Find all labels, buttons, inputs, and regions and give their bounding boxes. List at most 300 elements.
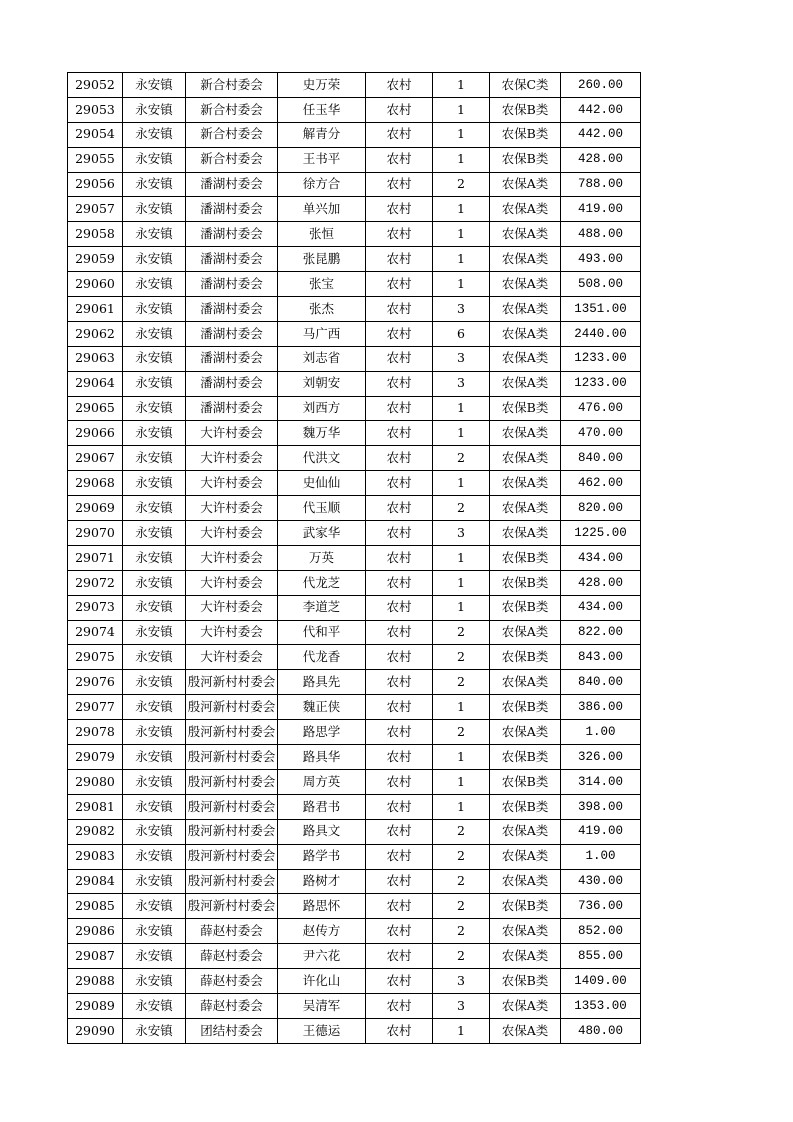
town-cell: 永安镇 bbox=[123, 321, 186, 346]
table-row bbox=[68, 446, 641, 471]
table-row bbox=[68, 421, 641, 446]
insurance-category-cell: 农保A类 bbox=[490, 321, 561, 346]
household-count-cell: 2 bbox=[433, 620, 490, 645]
record-id-cell: 29086 bbox=[68, 919, 123, 944]
person-name-cell: 路君书 bbox=[278, 794, 366, 819]
household-count-cell: 1 bbox=[433, 471, 490, 496]
table-row bbox=[68, 272, 641, 297]
insurance-category-cell: 农保B类 bbox=[490, 396, 561, 421]
insurance-category-cell: 农保A类 bbox=[490, 919, 561, 944]
record-id-cell: 29079 bbox=[68, 745, 123, 770]
record-id-cell: 29080 bbox=[68, 769, 123, 794]
insurance-category-cell: 农保B类 bbox=[490, 570, 561, 595]
village-committee-cell: 薛赵村委会 bbox=[186, 969, 278, 994]
insurance-category-cell: 农保A类 bbox=[490, 471, 561, 496]
table-row bbox=[68, 869, 641, 894]
person-name-cell: 路具文 bbox=[278, 819, 366, 844]
insurance-category-cell: 农保B类 bbox=[490, 97, 561, 122]
table-row bbox=[68, 769, 641, 794]
insurance-category-cell: 农保A类 bbox=[490, 222, 561, 247]
table-row bbox=[68, 97, 641, 122]
village-committee-cell: 潘湖村委会 bbox=[186, 321, 278, 346]
amount-cell: 1233.00 bbox=[561, 346, 641, 371]
record-id-cell: 29067 bbox=[68, 446, 123, 471]
table-row bbox=[68, 595, 641, 620]
village-committee-cell: 新合村委会 bbox=[186, 122, 278, 147]
amount-cell: 855.00 bbox=[561, 944, 641, 969]
insurance-category-cell: 农保B类 bbox=[490, 769, 561, 794]
household-count-cell: 2 bbox=[433, 819, 490, 844]
area-type-cell: 农村 bbox=[366, 570, 433, 595]
insurance-category-cell: 农保B类 bbox=[490, 695, 561, 720]
record-id-cell: 29076 bbox=[68, 670, 123, 695]
record-id-cell: 29066 bbox=[68, 421, 123, 446]
insurance-category-cell: 农保B类 bbox=[490, 147, 561, 172]
household-count-cell: 1 bbox=[433, 122, 490, 147]
household-count-cell: 2 bbox=[433, 869, 490, 894]
village-committee-cell: 殷河新村村委会 bbox=[186, 844, 278, 869]
household-count-cell: 3 bbox=[433, 297, 490, 322]
amount-cell: 840.00 bbox=[561, 670, 641, 695]
person-name-cell: 代洪文 bbox=[278, 446, 366, 471]
area-type-cell: 农村 bbox=[366, 222, 433, 247]
person-name-cell: 万英 bbox=[278, 545, 366, 570]
village-committee-cell: 新合村委会 bbox=[186, 147, 278, 172]
town-cell: 永安镇 bbox=[123, 769, 186, 794]
person-name-cell: 王德运 bbox=[278, 1018, 366, 1043]
amount-cell: 843.00 bbox=[561, 645, 641, 670]
amount-cell: 2440.00 bbox=[561, 321, 641, 346]
records-table bbox=[67, 72, 641, 1044]
household-count-cell: 3 bbox=[433, 521, 490, 546]
village-committee-cell: 新合村委会 bbox=[186, 73, 278, 98]
record-id-cell: 29075 bbox=[68, 645, 123, 670]
insurance-category-cell: 农保A类 bbox=[490, 496, 561, 521]
household-count-cell: 1 bbox=[433, 222, 490, 247]
amount-cell: 430.00 bbox=[561, 869, 641, 894]
table-row bbox=[68, 496, 641, 521]
table-row bbox=[68, 620, 641, 645]
person-name-cell: 路思学 bbox=[278, 720, 366, 745]
town-cell: 永安镇 bbox=[123, 894, 186, 919]
record-id-cell: 29064 bbox=[68, 371, 123, 396]
household-count-cell: 1 bbox=[433, 421, 490, 446]
person-name-cell: 史仙仙 bbox=[278, 471, 366, 496]
household-count-cell: 1 bbox=[433, 396, 490, 421]
record-id-cell: 29083 bbox=[68, 844, 123, 869]
area-type-cell: 农村 bbox=[366, 346, 433, 371]
village-committee-cell: 潘湖村委会 bbox=[186, 222, 278, 247]
person-name-cell: 代玉顺 bbox=[278, 496, 366, 521]
area-type-cell: 农村 bbox=[366, 919, 433, 944]
household-count-cell: 2 bbox=[433, 894, 490, 919]
town-cell: 永安镇 bbox=[123, 869, 186, 894]
record-id-cell: 29062 bbox=[68, 321, 123, 346]
area-type-cell: 农村 bbox=[366, 446, 433, 471]
insurance-category-cell: 农保A类 bbox=[490, 993, 561, 1018]
record-id-cell: 29059 bbox=[68, 247, 123, 272]
area-type-cell: 农村 bbox=[366, 645, 433, 670]
area-type-cell: 农村 bbox=[366, 819, 433, 844]
area-type-cell: 农村 bbox=[366, 297, 433, 322]
area-type-cell: 农村 bbox=[366, 545, 433, 570]
person-name-cell: 徐方合 bbox=[278, 172, 366, 197]
person-name-cell: 张杰 bbox=[278, 297, 366, 322]
amount-cell: 820.00 bbox=[561, 496, 641, 521]
table-row bbox=[68, 919, 641, 944]
amount-cell: 1409.00 bbox=[561, 969, 641, 994]
person-name-cell: 刘志省 bbox=[278, 346, 366, 371]
record-id-cell: 29084 bbox=[68, 869, 123, 894]
amount-cell: 480.00 bbox=[561, 1018, 641, 1043]
household-count-cell: 2 bbox=[433, 670, 490, 695]
area-type-cell: 农村 bbox=[366, 745, 433, 770]
village-committee-cell: 新合村委会 bbox=[186, 97, 278, 122]
insurance-category-cell: 农保A类 bbox=[490, 446, 561, 471]
household-count-cell: 1 bbox=[433, 247, 490, 272]
person-name-cell: 任玉华 bbox=[278, 97, 366, 122]
town-cell: 永安镇 bbox=[123, 595, 186, 620]
table-row bbox=[68, 321, 641, 346]
town-cell: 永安镇 bbox=[123, 745, 186, 770]
insurance-category-cell: 农保B类 bbox=[490, 545, 561, 570]
person-name-cell: 周方英 bbox=[278, 769, 366, 794]
amount-cell: 442.00 bbox=[561, 97, 641, 122]
person-name-cell: 王书平 bbox=[278, 147, 366, 172]
town-cell: 永安镇 bbox=[123, 620, 186, 645]
insurance-category-cell: 农保A类 bbox=[490, 670, 561, 695]
table-row bbox=[68, 197, 641, 222]
record-id-cell: 29081 bbox=[68, 794, 123, 819]
record-id-cell: 29073 bbox=[68, 595, 123, 620]
amount-cell: 840.00 bbox=[561, 446, 641, 471]
record-id-cell: 29055 bbox=[68, 147, 123, 172]
household-count-cell: 1 bbox=[433, 595, 490, 620]
village-committee-cell: 殷河新村村委会 bbox=[186, 819, 278, 844]
table-row bbox=[68, 720, 641, 745]
person-name-cell: 魏万华 bbox=[278, 421, 366, 446]
table-row bbox=[68, 670, 641, 695]
person-name-cell: 史万荣 bbox=[278, 73, 366, 98]
table-row bbox=[68, 969, 641, 994]
area-type-cell: 农村 bbox=[366, 844, 433, 869]
person-name-cell: 代龙芝 bbox=[278, 570, 366, 595]
insurance-category-cell: 农保C类 bbox=[490, 73, 561, 98]
village-committee-cell: 大许村委会 bbox=[186, 446, 278, 471]
town-cell: 永安镇 bbox=[123, 247, 186, 272]
household-count-cell: 2 bbox=[433, 944, 490, 969]
insurance-category-cell: 农保A类 bbox=[490, 247, 561, 272]
table-row bbox=[68, 122, 641, 147]
household-count-cell: 2 bbox=[433, 645, 490, 670]
amount-cell: 788.00 bbox=[561, 172, 641, 197]
record-id-cell: 29068 bbox=[68, 471, 123, 496]
amount-cell: 822.00 bbox=[561, 620, 641, 645]
amount-cell: 488.00 bbox=[561, 222, 641, 247]
village-committee-cell: 殷河新村村委会 bbox=[186, 745, 278, 770]
town-cell: 永安镇 bbox=[123, 272, 186, 297]
household-count-cell: 1 bbox=[433, 570, 490, 595]
insurance-category-cell: 农保A类 bbox=[490, 620, 561, 645]
table-row bbox=[68, 371, 641, 396]
record-id-cell: 29056 bbox=[68, 172, 123, 197]
insurance-category-cell: 农保B类 bbox=[490, 122, 561, 147]
town-cell: 永安镇 bbox=[123, 545, 186, 570]
town-cell: 永安镇 bbox=[123, 944, 186, 969]
record-id-cell: 29088 bbox=[68, 969, 123, 994]
amount-cell: 428.00 bbox=[561, 570, 641, 595]
record-id-cell: 29085 bbox=[68, 894, 123, 919]
area-type-cell: 农村 bbox=[366, 944, 433, 969]
person-name-cell: 张恒 bbox=[278, 222, 366, 247]
town-cell: 永安镇 bbox=[123, 122, 186, 147]
insurance-category-cell: 农保B类 bbox=[490, 745, 561, 770]
insurance-category-cell: 农保A类 bbox=[490, 869, 561, 894]
record-id-cell: 29072 bbox=[68, 570, 123, 595]
person-name-cell: 路学书 bbox=[278, 844, 366, 869]
town-cell: 永安镇 bbox=[123, 1018, 186, 1043]
town-cell: 永安镇 bbox=[123, 645, 186, 670]
table-row bbox=[68, 297, 641, 322]
insurance-category-cell: 农保A类 bbox=[490, 844, 561, 869]
area-type-cell: 农村 bbox=[366, 620, 433, 645]
area-type-cell: 农村 bbox=[366, 496, 433, 521]
amount-cell: 1233.00 bbox=[561, 371, 641, 396]
town-cell: 永安镇 bbox=[123, 73, 186, 98]
table-row bbox=[68, 894, 641, 919]
record-id-cell: 29053 bbox=[68, 97, 123, 122]
town-cell: 永安镇 bbox=[123, 969, 186, 994]
village-committee-cell: 殷河新村村委会 bbox=[186, 769, 278, 794]
table-row bbox=[68, 794, 641, 819]
amount-cell: 1.00 bbox=[561, 844, 641, 869]
insurance-category-cell: 农保B类 bbox=[490, 595, 561, 620]
village-committee-cell: 薛赵村委会 bbox=[186, 944, 278, 969]
household-count-cell: 6 bbox=[433, 321, 490, 346]
amount-cell: 1351.00 bbox=[561, 297, 641, 322]
town-cell: 永安镇 bbox=[123, 396, 186, 421]
person-name-cell: 马广西 bbox=[278, 321, 366, 346]
amount-cell: 442.00 bbox=[561, 122, 641, 147]
amount-cell: 260.00 bbox=[561, 73, 641, 98]
household-count-cell: 1 bbox=[433, 745, 490, 770]
village-committee-cell: 潘湖村委会 bbox=[186, 371, 278, 396]
record-id-cell: 29078 bbox=[68, 720, 123, 745]
amount-cell: 419.00 bbox=[561, 197, 641, 222]
village-committee-cell: 大许村委会 bbox=[186, 421, 278, 446]
table-row bbox=[68, 396, 641, 421]
village-committee-cell: 殷河新村村委会 bbox=[186, 869, 278, 894]
person-name-cell: 武家华 bbox=[278, 521, 366, 546]
table-row bbox=[68, 1018, 641, 1043]
person-name-cell: 李道芝 bbox=[278, 595, 366, 620]
area-type-cell: 农村 bbox=[366, 695, 433, 720]
town-cell: 永安镇 bbox=[123, 570, 186, 595]
household-count-cell: 2 bbox=[433, 446, 490, 471]
table-row bbox=[68, 73, 641, 98]
household-count-cell: 1 bbox=[433, 97, 490, 122]
area-type-cell: 农村 bbox=[366, 1018, 433, 1043]
table-row bbox=[68, 521, 641, 546]
record-id-cell: 29054 bbox=[68, 122, 123, 147]
person-name-cell: 吴清军 bbox=[278, 993, 366, 1018]
record-id-cell: 29071 bbox=[68, 545, 123, 570]
insurance-category-cell: 农保B类 bbox=[490, 794, 561, 819]
village-committee-cell: 大许村委会 bbox=[186, 570, 278, 595]
town-cell: 永安镇 bbox=[123, 794, 186, 819]
amount-cell: 314.00 bbox=[561, 769, 641, 794]
person-name-cell: 路具先 bbox=[278, 670, 366, 695]
table-row bbox=[68, 695, 641, 720]
area-type-cell: 农村 bbox=[366, 471, 433, 496]
amount-cell: 470.00 bbox=[561, 421, 641, 446]
town-cell: 永安镇 bbox=[123, 993, 186, 1018]
table-row bbox=[68, 844, 641, 869]
person-name-cell: 魏正侠 bbox=[278, 695, 366, 720]
household-count-cell: 3 bbox=[433, 346, 490, 371]
table-row bbox=[68, 745, 641, 770]
town-cell: 永安镇 bbox=[123, 97, 186, 122]
village-committee-cell: 殷河新村村委会 bbox=[186, 894, 278, 919]
table-row bbox=[68, 645, 641, 670]
person-name-cell: 路具华 bbox=[278, 745, 366, 770]
record-id-cell: 29065 bbox=[68, 396, 123, 421]
record-id-cell: 29090 bbox=[68, 1018, 123, 1043]
amount-cell: 1353.00 bbox=[561, 993, 641, 1018]
insurance-category-cell: 农保A类 bbox=[490, 272, 561, 297]
town-cell: 永安镇 bbox=[123, 346, 186, 371]
amount-cell: 852.00 bbox=[561, 919, 641, 944]
area-type-cell: 农村 bbox=[366, 371, 433, 396]
amount-cell: 736.00 bbox=[561, 894, 641, 919]
person-name-cell: 刘西方 bbox=[278, 396, 366, 421]
area-type-cell: 农村 bbox=[366, 720, 433, 745]
person-name-cell: 刘朝安 bbox=[278, 371, 366, 396]
person-name-cell: 路树才 bbox=[278, 869, 366, 894]
village-committee-cell: 潘湖村委会 bbox=[186, 396, 278, 421]
town-cell: 永安镇 bbox=[123, 496, 186, 521]
amount-cell: 398.00 bbox=[561, 794, 641, 819]
village-committee-cell: 薛赵村委会 bbox=[186, 993, 278, 1018]
area-type-cell: 农村 bbox=[366, 595, 433, 620]
insurance-category-cell: 农保A类 bbox=[490, 819, 561, 844]
amount-cell: 476.00 bbox=[561, 396, 641, 421]
household-count-cell: 2 bbox=[433, 720, 490, 745]
record-id-cell: 29069 bbox=[68, 496, 123, 521]
area-type-cell: 农村 bbox=[366, 421, 433, 446]
insurance-category-cell: 农保A类 bbox=[490, 1018, 561, 1043]
household-count-cell: 1 bbox=[433, 197, 490, 222]
record-id-cell: 29063 bbox=[68, 346, 123, 371]
amount-cell: 1.00 bbox=[561, 720, 641, 745]
town-cell: 永安镇 bbox=[123, 919, 186, 944]
area-type-cell: 农村 bbox=[366, 272, 433, 297]
village-committee-cell: 殷河新村村委会 bbox=[186, 695, 278, 720]
record-id-cell: 29074 bbox=[68, 620, 123, 645]
table-row bbox=[68, 944, 641, 969]
village-committee-cell: 团结村委会 bbox=[186, 1018, 278, 1043]
table-row bbox=[68, 346, 641, 371]
town-cell: 永安镇 bbox=[123, 297, 186, 322]
town-cell: 永安镇 bbox=[123, 521, 186, 546]
household-count-cell: 2 bbox=[433, 172, 490, 197]
person-name-cell: 代和平 bbox=[278, 620, 366, 645]
table-row bbox=[68, 247, 641, 272]
area-type-cell: 农村 bbox=[366, 122, 433, 147]
amount-cell: 434.00 bbox=[561, 595, 641, 620]
area-type-cell: 农村 bbox=[366, 147, 433, 172]
person-name-cell: 单兴加 bbox=[278, 197, 366, 222]
record-id-cell: 29057 bbox=[68, 197, 123, 222]
insurance-category-cell: 农保A类 bbox=[490, 371, 561, 396]
area-type-cell: 农村 bbox=[366, 247, 433, 272]
town-cell: 永安镇 bbox=[123, 222, 186, 247]
insurance-category-cell: 农保A类 bbox=[490, 297, 561, 322]
record-id-cell: 29058 bbox=[68, 222, 123, 247]
area-type-cell: 农村 bbox=[366, 794, 433, 819]
table-row bbox=[68, 147, 641, 172]
town-cell: 永安镇 bbox=[123, 844, 186, 869]
table-row bbox=[68, 570, 641, 595]
person-name-cell: 解青分 bbox=[278, 122, 366, 147]
amount-cell: 508.00 bbox=[561, 272, 641, 297]
town-cell: 永安镇 bbox=[123, 471, 186, 496]
village-committee-cell: 潘湖村委会 bbox=[186, 346, 278, 371]
village-committee-cell: 潘湖村委会 bbox=[186, 197, 278, 222]
village-committee-cell: 大许村委会 bbox=[186, 545, 278, 570]
insurance-category-cell: 农保A类 bbox=[490, 944, 561, 969]
village-committee-cell: 殷河新村村委会 bbox=[186, 720, 278, 745]
insurance-category-cell: 农保B类 bbox=[490, 969, 561, 994]
village-committee-cell: 殷河新村村委会 bbox=[186, 670, 278, 695]
insurance-category-cell: 农保A类 bbox=[490, 720, 561, 745]
household-count-cell: 3 bbox=[433, 993, 490, 1018]
household-count-cell: 1 bbox=[433, 272, 490, 297]
area-type-cell: 农村 bbox=[366, 670, 433, 695]
insurance-category-cell: 农保A类 bbox=[490, 197, 561, 222]
village-committee-cell: 大许村委会 bbox=[186, 496, 278, 521]
household-count-cell: 1 bbox=[433, 1018, 490, 1043]
household-count-cell: 3 bbox=[433, 969, 490, 994]
household-count-cell: 1 bbox=[433, 147, 490, 172]
area-type-cell: 农村 bbox=[366, 521, 433, 546]
insurance-category-cell: 农保A类 bbox=[490, 521, 561, 546]
household-count-cell: 1 bbox=[433, 794, 490, 819]
village-committee-cell: 薛赵村委会 bbox=[186, 919, 278, 944]
table-row bbox=[68, 471, 641, 496]
village-committee-cell: 潘湖村委会 bbox=[186, 272, 278, 297]
person-name-cell: 代龙香 bbox=[278, 645, 366, 670]
area-type-cell: 农村 bbox=[366, 993, 433, 1018]
household-count-cell: 2 bbox=[433, 496, 490, 521]
person-name-cell: 张昆鹏 bbox=[278, 247, 366, 272]
household-count-cell: 1 bbox=[433, 545, 490, 570]
town-cell: 永安镇 bbox=[123, 695, 186, 720]
household-count-cell: 2 bbox=[433, 844, 490, 869]
area-type-cell: 农村 bbox=[366, 396, 433, 421]
insurance-category-cell: 农保B类 bbox=[490, 645, 561, 670]
household-count-cell: 3 bbox=[433, 371, 490, 396]
village-committee-cell: 大许村委会 bbox=[186, 521, 278, 546]
village-committee-cell: 大许村委会 bbox=[186, 645, 278, 670]
village-committee-cell: 潘湖村委会 bbox=[186, 172, 278, 197]
amount-cell: 326.00 bbox=[561, 745, 641, 770]
amount-cell: 1225.00 bbox=[561, 521, 641, 546]
table-row bbox=[68, 819, 641, 844]
insurance-category-cell: 农保B类 bbox=[490, 894, 561, 919]
table-row bbox=[68, 172, 641, 197]
village-committee-cell: 潘湖村委会 bbox=[186, 247, 278, 272]
